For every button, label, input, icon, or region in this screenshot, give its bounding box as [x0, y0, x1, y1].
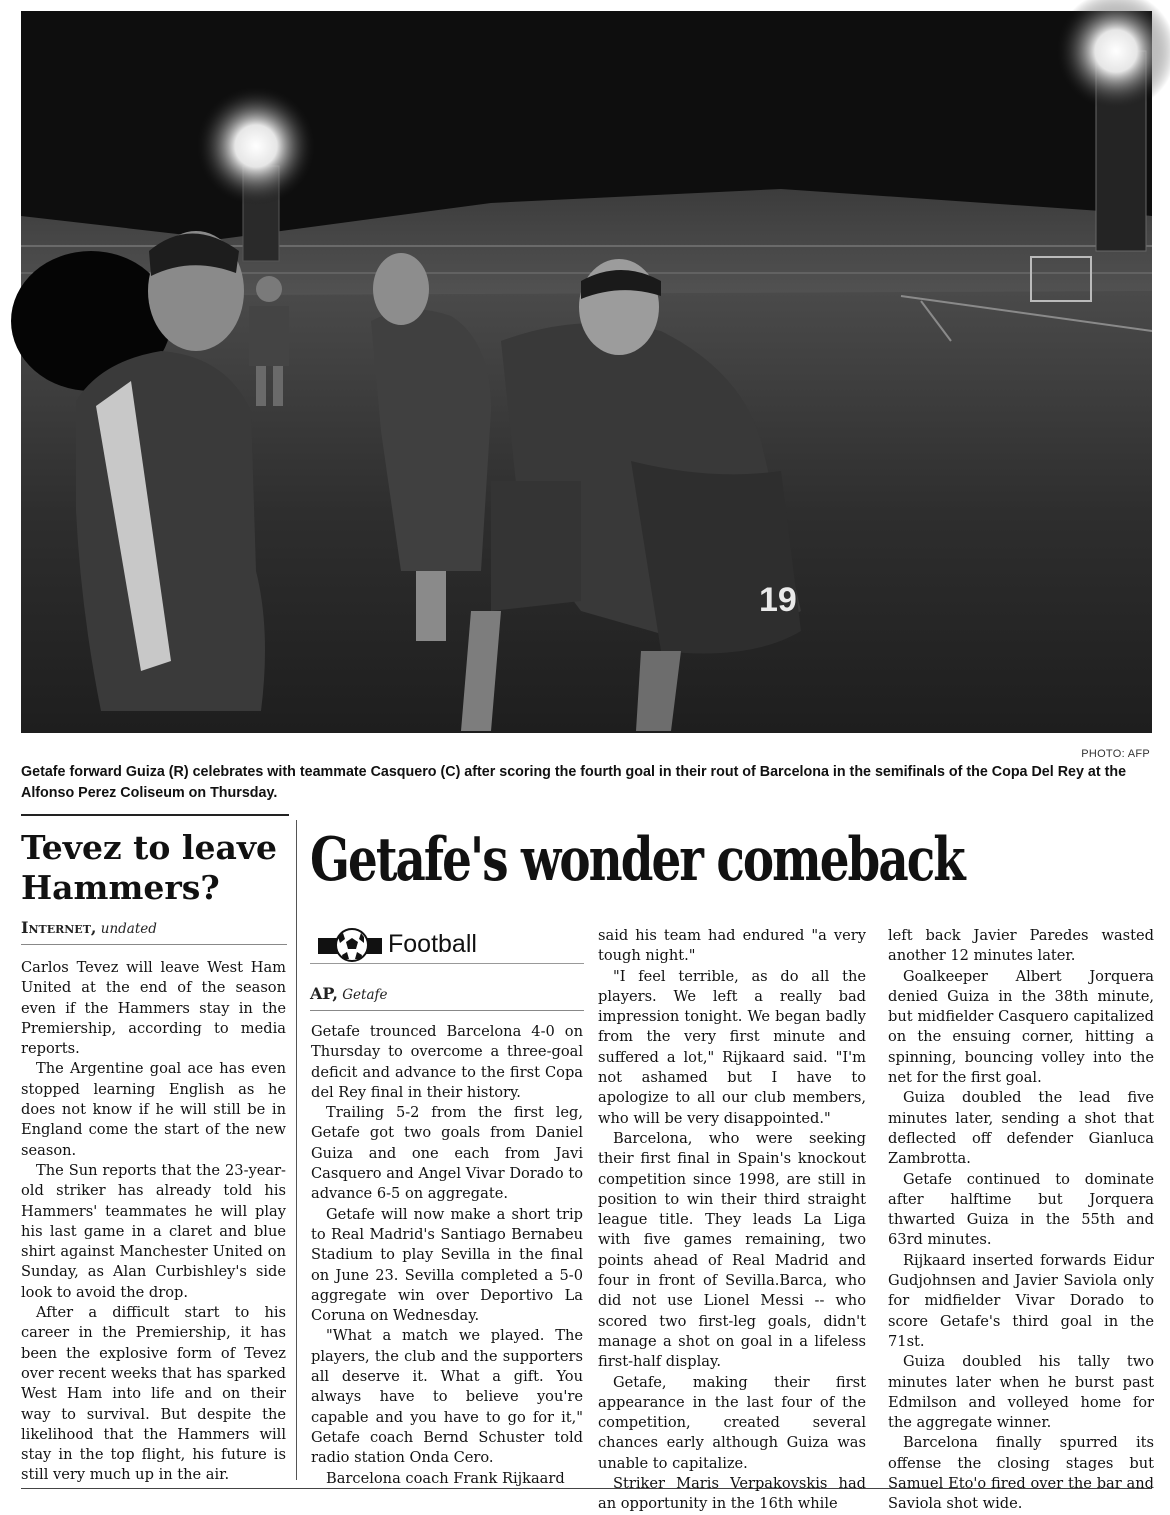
paragraph: Rijkaard inserted forwards Eidur Gudjohnsen and Javier Saviola only for midfielder Vivar Dorado to score Getafe's third goal in the 71st.: [888, 1251, 1154, 1350]
paragraph: Goalkeeper Albert Jorquera denied Guiza in the 38th minute, but midfielder Casquero capitalized on the ensuing corner, hitting a spinning, bouncing volley into the net for the first goal.: [888, 967, 1154, 1087]
sidebar-headline: Tevez to leave Hammers?: [21, 828, 277, 907]
column-divider: [296, 820, 297, 1480]
jersey-number: 19: [759, 581, 797, 619]
paragraph: The Argentine goal ace has even stopped learning English as he does not know if he will still be in England come the start of the new season.: [21, 1060, 286, 1159]
byline-source: AP,: [310, 984, 338, 1003]
paragraph: Getafe will now make a short trip to Real Madrid's Santiago Bernabeu Stadium to play Sevilla in the final on June 23. Sevilla completed a 5-0 aggregate win over Deportivo La Coruna on Wednesday.: [311, 1205, 583, 1325]
paragraph: Guiza doubled the lead five minutes later, sending a shot that deflected off defender Gianluca Zambrotta.: [888, 1089, 1154, 1168]
byline-rule: [310, 1010, 584, 1011]
paragraph: Getafe continued to dominate after halftime but Jorquera thwarted Guiza in the 55th and 63rd minutes.: [888, 1170, 1154, 1249]
paragraph: Barcelona finally spurred its offense the closing stages but Samuel Eto'o fired over the bar and Saviola shot wide.: [888, 1434, 1154, 1513]
paragraph: said his team had endured "a very tough night.": [598, 927, 866, 965]
paragraph: Striker Maris Verpakovskis had an opportunity in the 16th while: [598, 1475, 866, 1513]
paragraph: "What a match we played. The players, the club and the supporters all deserve it. What a gift. You always have to believe you're capable and you have to go for it," Getafe coach Bernd Schuster told radio station Onda Cero.: [311, 1327, 583, 1467]
paragraph: Trailing 5-2 from the first leg, Getafe got two goals from Daniel Guiza and one each from Javi Casquero and Angel Vivar Dorado to advance 6-5 on aggregate.: [311, 1104, 583, 1203]
photo-credit: PHOTO: AFP: [1081, 748, 1150, 760]
main-headline: Getafe's wonder comeback: [310, 825, 964, 895]
main-column-3: [888, 926, 1154, 1515]
paragraph: The Sun reports that the 23-year-old striker has already told his Hammers' teammates he will play his last game in a claret and blue shirt against Manchester United on Sunday, as Alan Curbishley's side look to avoid the drop.: [21, 1161, 286, 1301]
byline-rule: [21, 944, 287, 945]
paragraph: Carlos Tevez will leave West Ham United at the end of the season even if the Hammers stay in the Premiership, according to media reports.: [21, 959, 286, 1058]
section-rule: [21, 814, 289, 816]
main-column-2: [598, 926, 866, 1515]
sidebar-byline: [21, 918, 157, 937]
paragraph: Barcelona coach Frank Rijkaard: [326, 1469, 565, 1487]
news-photo: [21, 11, 1152, 733]
paragraph: After a difficult start to his career in the Premiership, it has been the explosive form of Tevez over recent weeks that has sparked West Ham into life and on their way to survival. But despite the likelihood that the Hammers will stay in the top flight, his future is still very much up in the air.: [21, 1304, 286, 1484]
paragraph: Getafe trounced Barcelona 4-0 on Thursday to overcome a three-goal deficit and advance to the first Copa del Rey final in their history.: [311, 1023, 583, 1101]
paragraph: left back Javier Paredes wasted another 12 minutes later.: [888, 927, 1154, 965]
section-tag: [310, 928, 584, 964]
main-column-1: [311, 1022, 583, 1489]
football-icon: [318, 928, 382, 962]
paragraph: "I feel terrible, as do all the players. We left a really bad impression tonight. We began badly from the very first minute and suffered a lot," Rijkaard said. "I'm not ashamed but I have to apologize to all our club members, who will be very disappointed.": [598, 967, 866, 1127]
main-byline: [310, 984, 387, 1003]
paragraph: Barcelona, who were seeking their first final in Spain's knockout competition since 1998, are still in position to win their third straight league title. They leads La Liga with five games remaining, two points ahead of Real Madrid and four in front of Sevilla.Barca, who did not use Lionel Messi -- who scored two first-leg goals, didn't manage a shot on goal in a lifeless first-half display.: [598, 1129, 866, 1371]
paragraph: Guiza doubled his tally two minutes later when he burst past Edmilson and volleyed home for the aggregate winner.: [888, 1353, 1154, 1432]
byline-location: Getafe: [342, 987, 388, 1003]
byline-source: Internet,: [21, 918, 97, 937]
sidebar-body: [21, 958, 286, 1486]
section-label: Football: [388, 930, 477, 958]
byline-location: undated: [100, 921, 157, 937]
photo-caption: Getafe forward Guiza (R) celebrates with teammate Casquero (C) after scoring the fourth goal in their rout of Barcelona in the semifinals of the Copa Del Rey at the Alfonso Perez Coliseum on Thursday.: [21, 764, 1127, 801]
paragraph: Getafe, making their first appearance in the last four of the competition, created several chances early although Guiza was unable to capitalize.: [598, 1373, 866, 1472]
